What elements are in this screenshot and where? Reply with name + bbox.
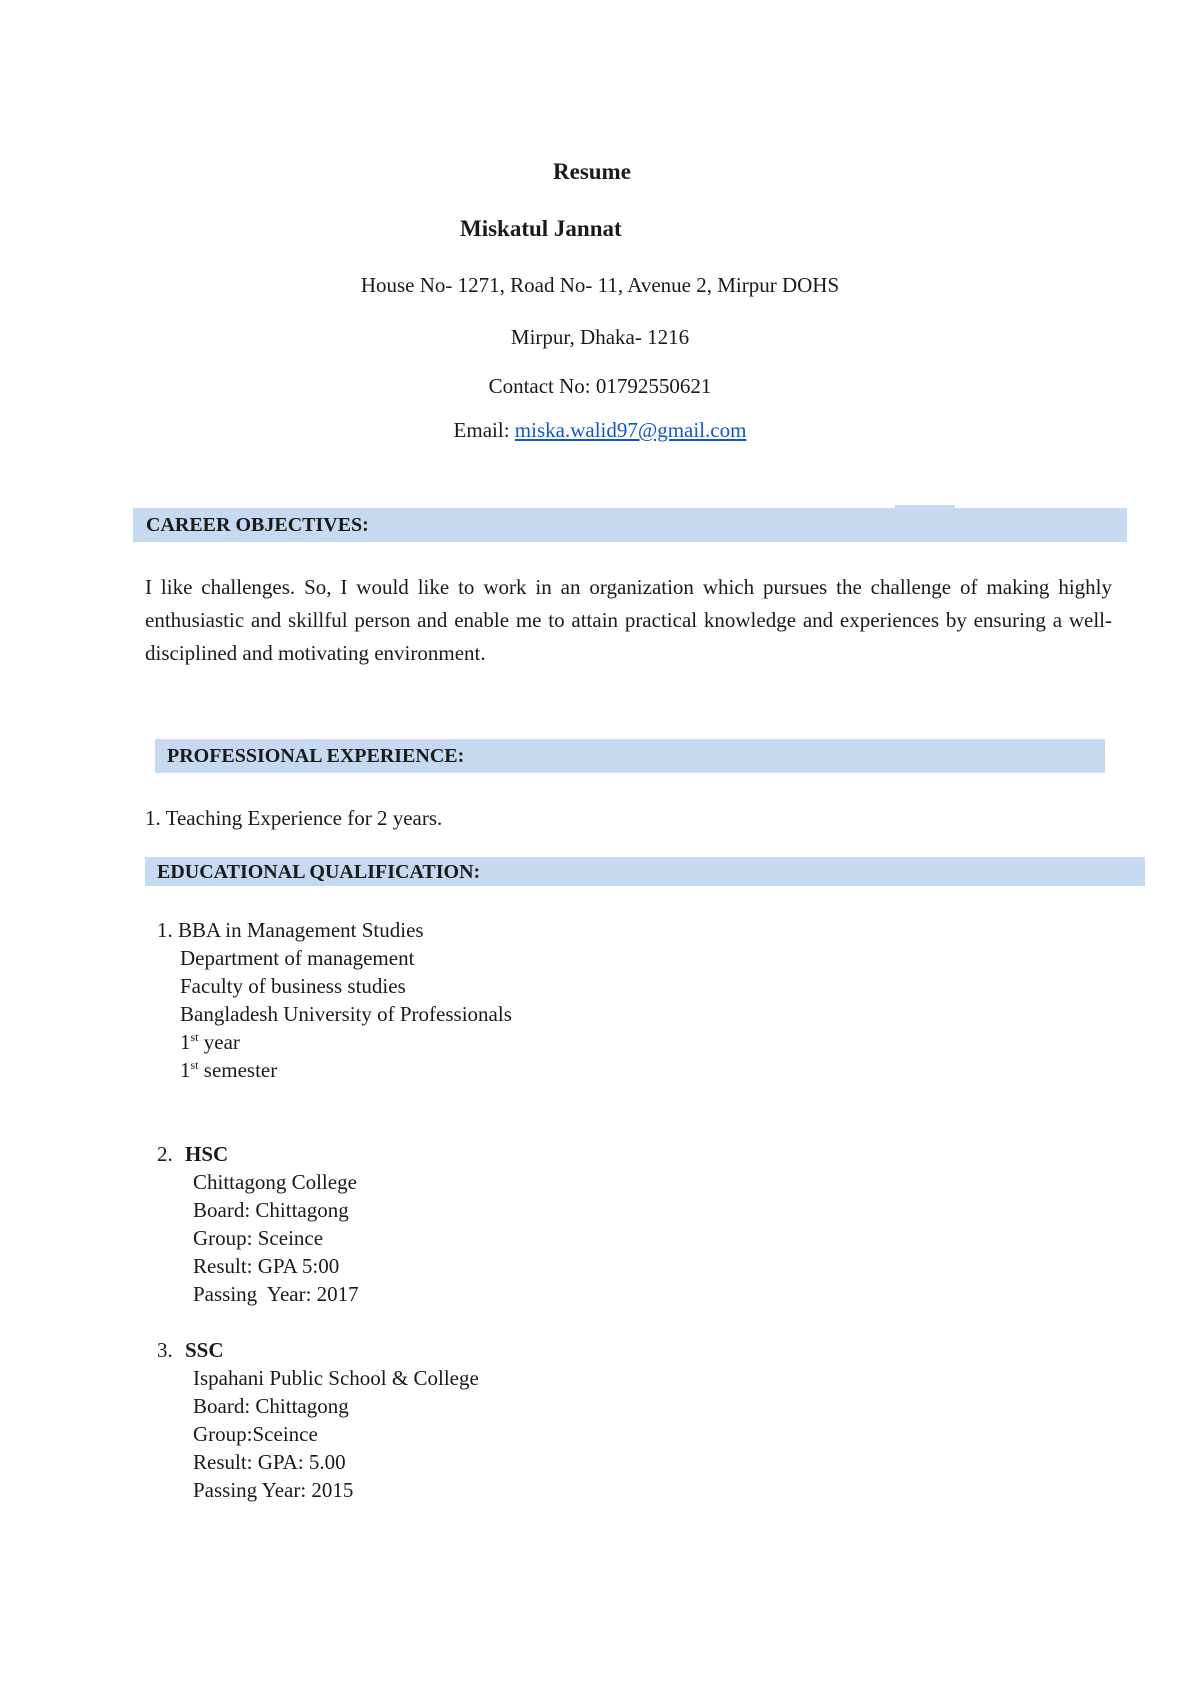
contact-number: Contact No: 01792550621 — [488, 374, 712, 398]
career-objectives-text: I like challenges. So, I would like to work in an organization which pursues the challenge of making highly enthusiastic and skillful person and enable me to attain practical knowledge and experiences by ensuring a well-disciplined and motivating environment. — [145, 575, 1112, 665]
bba-year — [180, 1028, 240, 1056]
email-label: Email: — [453, 418, 515, 442]
ssc-board: Board: Chittagong — [193, 1394, 349, 1418]
ssc-result: Result: GPA: 5.00 — [193, 1450, 346, 1474]
hsc-title: HSC — [185, 1142, 229, 1166]
educational-qualification-heading: EDUCATIONAL QUALIFICATION: — [157, 861, 481, 883]
hsc-result: Result: GPA 5:00 — [193, 1254, 340, 1278]
bba-year-text: year — [198, 1030, 240, 1054]
ssc-number: 3. — [157, 1338, 173, 1362]
career-objectives-bar-notch — [895, 505, 955, 509]
bba-faculty: Faculty of business studies — [180, 974, 406, 998]
ssc-group: Group:Sceince — [193, 1422, 318, 1446]
bba-semester-suffix: st — [190, 1058, 199, 1072]
career-objectives-heading: CAREER OBJECTIVES: — [146, 514, 369, 536]
bba-year-number: 1 — [180, 1030, 191, 1054]
hsc-board: Board: Chittagong — [193, 1198, 349, 1222]
email-line — [0, 417, 1200, 443]
bba-department: Department of management — [180, 946, 415, 970]
bba-year-suffix: st — [190, 1030, 199, 1044]
hsc-number: 2. — [157, 1142, 173, 1166]
address-line-2: Mirpur, Dhaka- 1216 — [510, 325, 690, 349]
professional-experience-heading: PROFESSIONAL EXPERIENCE: — [167, 745, 465, 767]
ssc-passing-year: Passing Year: 2015 — [193, 1478, 354, 1502]
address-line-1: House No- 1271, Road No- 11, Avenue 2, Mirpur DOHS — [360, 273, 840, 297]
bba-title: 1. BBA in Management Studies — [157, 918, 424, 942]
ssc-title: SSC — [185, 1338, 224, 1362]
bba-semester-number: 1 — [180, 1058, 191, 1082]
experience-item: 1. Teaching Experience for 2 years. — [145, 806, 443, 830]
resume-title: Resume — [553, 159, 631, 184]
bba-semester — [180, 1056, 277, 1084]
hsc-passing-year: Passing Year: 2017 — [193, 1282, 359, 1306]
bba-university: Bangladesh University of Professionals — [180, 1002, 512, 1026]
hsc-group: Group: Sceince — [193, 1226, 324, 1250]
hsc-college: Chittagong College — [193, 1170, 357, 1194]
bba-semester-text: semester — [198, 1058, 278, 1082]
candidate-name: Miskatul Jannat — [460, 216, 622, 241]
ssc-school: Ispahani Public School & College — [193, 1366, 479, 1390]
email-link[interactable]: miska.walid97@gmail.com — [514, 418, 747, 442]
